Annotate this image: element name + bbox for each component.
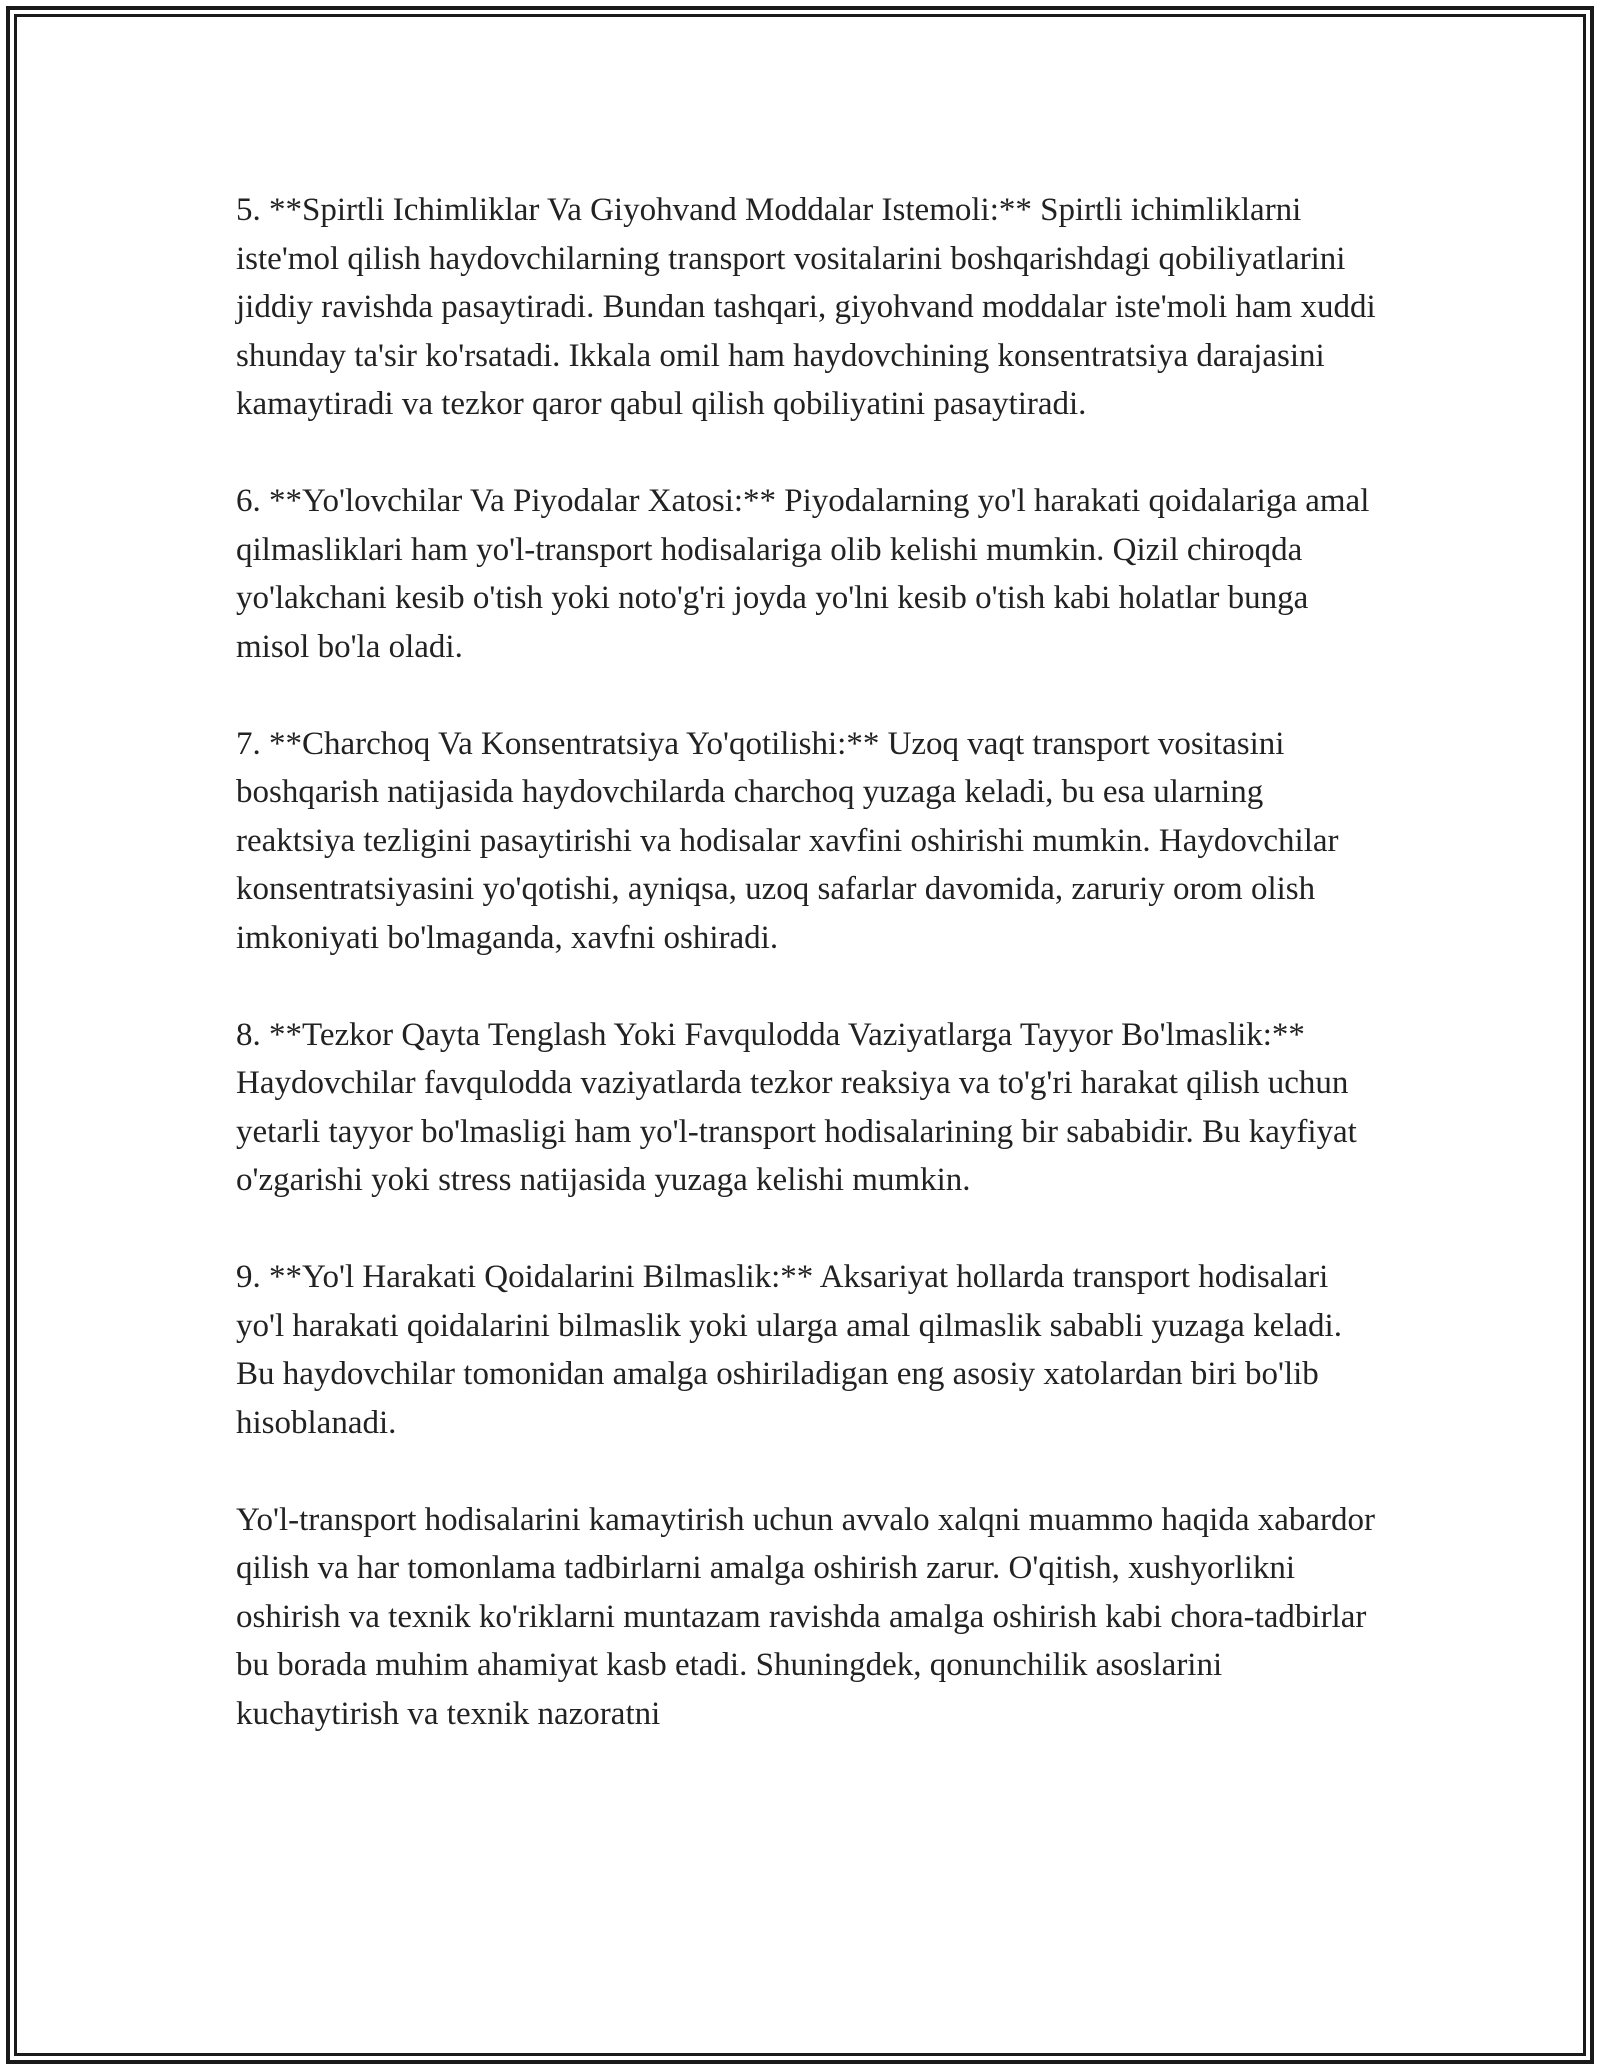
paragraph-item-8: 8. **Tezkor Qayta Tenglash Yoki Favqulodda Vaziyatlarga Tayyor Bo'lmaslik:** Haydovchilar favqulodda vaziyatlarda tezkor reaksiya va to'g'ri harakat qilish uchun yetarli tayyor bo'lmasligi ham yo'l-transport hodisalarining bir sababidir. Bu kayfiyat o'zgarishi yoki stress natijasida yuzaga kelishi mumkin. [236,1016,1357,1198]
paragraph-item-6: 6. **Yo'lovchilar Va Piyodalar Xatosi:** Piyodalarning yo'l harakati qoidalariga amal qilmasliklari ham yo'l-transport hodisalariga olib kelishi mumkin. Qizil chiroqda yo'lakchani kesib o'tish yoki noto'g'ri joyda yo'lni kesib o'tish kabi holatlar bunga misol bo'la oladi. [236,483,1370,665]
document-body [236,186,1376,1738]
paragraph-conclusion: Yo'l-transport hodisalarini kamaytirish uchun avvalo xalqni muammo haqida xabardor qilish va har tomonlama tadbirlarni amalga oshirish zarur. O'qitish, xushyorlikni oshirish va texnik ko'riklarni muntazam ravishda amalga oshirish kabi chora-tadbirlar bu borada muhim ahamiyat kasb etadi. Shuningdek, qonunchilik asoslarini kuchaytirish va texnik nazoratni [236,1501,1376,1732]
paragraph-item-9: 9. **Yo'l Harakati Qoidalarini Bilmaslik:** Aksariyat hollarda transport hodisalari yo'l harakati qoidalarini bilmaslik yoki ularga amal qilmaslik sababli yuzaga keladi. Bu haydovchilar tomonidan amalga oshiriladigan eng asosiy xatolardan biri bo'lib hisoblanadi. [236,1259,1342,1441]
paragraph-item-5: 5. **Spirtli Ichimliklar Va Giyohvand Moddalar Istemoli:** Spirtli ichimliklarni iste'mol qilish haydovchilarning transport vositalarini boshqarishdagi qobiliyatlarini jiddiy ravishda pasaytiradi. Bundan tashqari, giyohvand moddalar iste'moli ham xuddi shunday ta'sir ko'rsatadi. Ikkala omil ham haydovchining konsentratsiya darajasini kamaytiradi va tezkor qaror qabul qilish qobiliyatini pasaytiradi. [236,192,1376,422]
paragraph-item-7: 7. **Charchoq Va Konsentratsiya Yo'qotilishi:** Uzoq vaqt transport vositasini boshqarish natijasida haydovchilarda charchoq yuzaga keladi, bu esa ularning reaktsiya tezligini pasaytirishi va hodisalar xavfini oshirishi mumkin. Haydovchilar konsentratsiyasini yo'qotishi, ayniqsa, uzoq safarlar davomida, zaruriy orom olish imkoniyati bo'lmaganda, xavfni oshiradi. [236,725,1339,956]
